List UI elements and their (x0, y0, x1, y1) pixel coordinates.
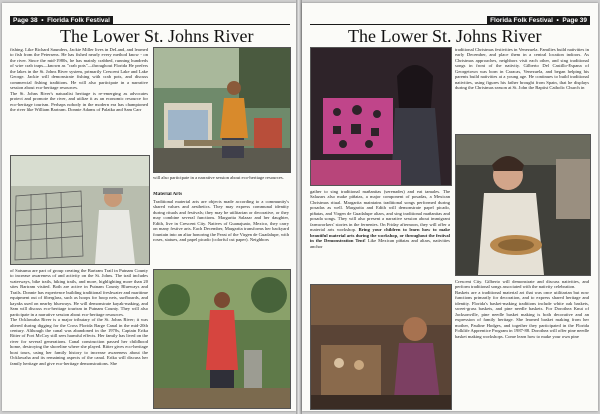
right-page-header: Florida Folk Festival • Page 39 (487, 16, 590, 25)
left-page (2, 3, 296, 411)
right-col-right-text: Crescent City. Gilberto will demonstrate and discuss nativities, and perform traditional songs associated with the nativity celebration. Baskets are a traditional material art that was once utilitarian but now functions primarily for decoration, and to express shared heritage and identity. Florida's basket-making traditions include white oak baskets, sweet-grass baskets, and pine needle baskets. For Dorothea Knut of Jacksonville, pine needle basket making is both decorative and an expression of family heritage. She learned basket making from her mother, Pauline Hodges, and together they participated in the Florida Folklife Apprentice Program in 1987-88. Dorothea will offer pine needle basket making workshops. Come learn how to make your own pine (455, 279, 589, 339)
right-header-rule (310, 24, 590, 25)
left-col1-bottom-text: of Satsuma are part of group creating the Bartram Trail in Putnam County to increase awareness of and activity on the St. Johns. The trail includes waterways, bike trails, hiking trails, and more, highlighting more than 20 sites Bartram visited. Both are active in Putnam County Blueways and Trails. Donnie has experience building traditional freshwater and maritime equipment out of fiberglass, such as hoops for hoop nets, surfboards, and kayaks used on nearby blueways. He will demonstrate kayak-making, and Sam will discuss eco-heritage tourism in Putnam County. They will also participate in a narrative session about eco-heritage resources. The Ocklawaha River is a major tributary of the St. Johns River; it was altered during digging for the Cross Florida Barge Canal in the mid-20th century. Although the canal was abandoned in the 1970s, Captain Erika Ritter of Fort McCoy still sees harmful effects. Her family has lived on the river for several generations. Canal construction passed her childhood home, destroying the shoreline where she played. Ritter gives eco-heritage boat tours, using her family history to increase awareness about the Ocklawaha and its remaining aspects of the canal. Erika will discuss her family heritage and give eco-heritage demonstrations. She (10, 268, 148, 366)
left-header-rule (10, 24, 290, 25)
left-section-name: Florida Folk Festival (47, 17, 110, 24)
right-col-top-text: traditional Christmas festivities in Venezuela. Families build nativities in early December, and place them in a central location indoors. As Christmas approaches, neighbors visit each other, and sing traditional songs in front of the nativity. Gilberto Del Castillo-Espana of Georgetown was born in Caracas, Venezuela, and began helping his parents build nativities at a young age. He continues to build traditional nativities, using figures his father brought from Spain, that he displays during the Christmas season at St. John the Baptist Catholic Church in (455, 47, 589, 91)
left-page-header: Page 38 • Florida Folk Festival (10, 16, 113, 25)
easel-artist-photo (153, 47, 291, 173)
left-col2-text: will also participate in a narrative session about eco-heritage resources. (153, 175, 284, 180)
right-col-left-text (310, 189, 450, 279)
papel-picado-photo (310, 47, 452, 186)
left-page-title: The Lower St. Johns River (60, 26, 254, 46)
nativity-builder-photo (310, 284, 452, 410)
salazar-text: gather to sing traditional mañanitas (serenades) and eat tamales. The Salazars also make piñatas, a major component of posadas, a Mexican Christmas ritual. Margarita maintains traditional songs performed during posadas as well. Margarita and Edith will demonstrate papel picado, piñatas, and Virgen de Guadalupe altars, and sing traditional mañanitas and posada songs. They will also present a narrative session about immigrant farmworkers' stories in the fernenies. On Friday afternoon, they will offer a material arts workshop. (310, 189, 450, 233)
material-arts-heading: Material Arts (153, 192, 183, 197)
nativities-lead-text: Like Mexican piñatas and altars, nativities anchor (310, 238, 450, 249)
basket-maker-photo (455, 134, 591, 276)
right-page-title: The Lower St. Johns River (348, 26, 542, 46)
left-page-number: Page 38 (13, 17, 38, 24)
workshop-invite-text: Bring your children to learn how to make beautiful material arts during the workshop, or throughout the festival in the Demonstration Tent! (310, 227, 450, 244)
garden-woman-photo (153, 269, 291, 409)
right-section-name: Florida Folk Festival (490, 17, 553, 24)
left-col1-text: fishing. Like Richard Saunders, Jackie Miller lives in DeLand, and learned to fish from the Petersens. He has fished nearly every method know - on the river. Since the mid-1980s, he has mainly crabbed, running hundreds of wire crab traps—known as "crab pots"—throughout Florida He prefers the lakes in the St. Johns River system, primarily Crescent Lake and Lake George. Jackie will demonstrate fishing with crab pots, and discuss commercial fishing traditions. He will also participate in a narrative session about eco-heritage resources. The St. Johns River's naturalist heritage is re-emerging as advocates protect and promote the river, and utilize it as an economic resource for eco-heritage tourism. Perhaps nobody in the modern era has championed the river like William Bartram. Donnie Adams of Palatka and Sam Carr (10, 47, 148, 112)
material-arts-text: Traditional material arts are objects made according to a community's shared values and aesthetics. They may express communal identity during rituals and festivals; they may be utilitarian or decorative, or they may combine several functions. Margarita Salazar and her daughter, Edith, live in Crescent City. Natives of Guanajuato, Mexico, they carry on many festive arts. Each December, Margarita transforms her backyard fountain into an altar honoring the Feast of the Virgen de Guadalupe, with roses, statues, and papel picado (colorful cut paper). Neighbors (153, 199, 289, 243)
crab-trap-fisherman-photo (10, 155, 150, 265)
right-page-number: Page 39 (562, 17, 587, 24)
right-page (302, 3, 598, 411)
